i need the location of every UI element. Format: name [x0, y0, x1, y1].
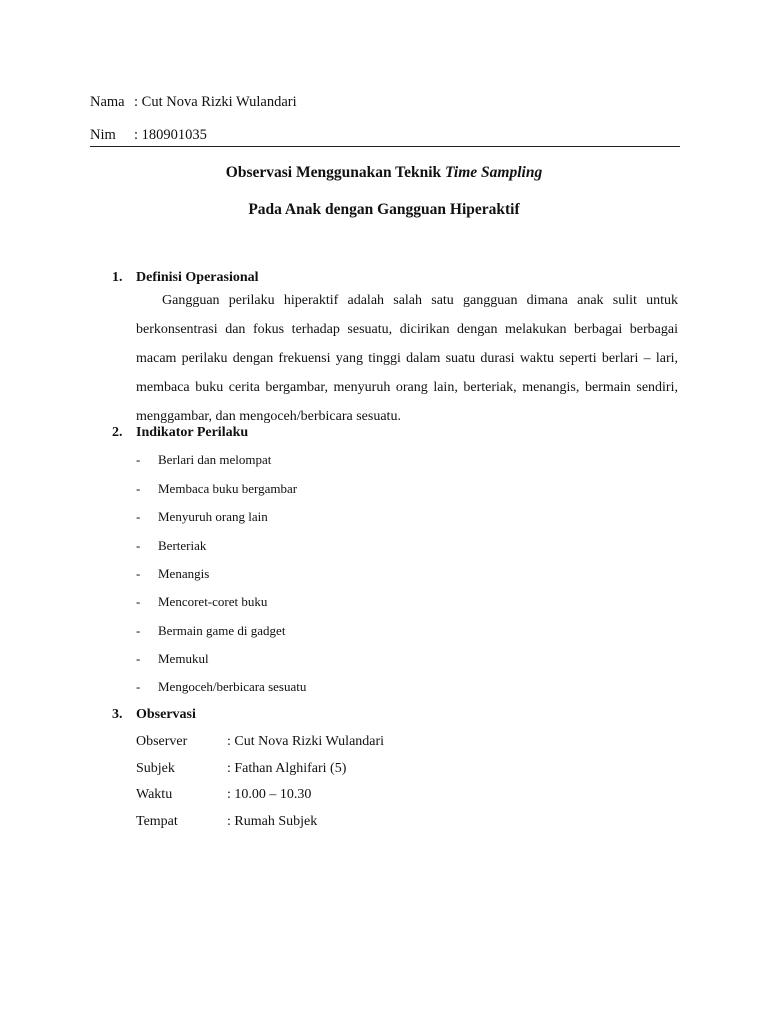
field-value: : Cut Nova Rizki Wulandari — [227, 734, 385, 749]
place-row — [0, 814, 768, 834]
list-item — [0, 679, 768, 699]
nim-label: Nim — [90, 127, 116, 143]
field-value: : 10.00 – 10.30 — [227, 787, 312, 802]
list-item — [0, 452, 768, 472]
bullet-text: Menyuruh orang lain — [158, 509, 268, 524]
document-subtitle: Pada Anak dengan Gangguan Hiperaktif — [248, 201, 520, 218]
document-title — [0, 164, 768, 182]
section-1-title: Definisi Operasional — [136, 270, 259, 285]
bullet-text: Menangis — [158, 566, 210, 581]
list-item — [0, 594, 768, 614]
bullet-text: Membaca buku bergambar — [158, 481, 298, 496]
field-value: : Rumah Subjek — [227, 814, 318, 829]
bullet-dash: - — [136, 651, 141, 666]
name-label: Nama — [90, 94, 125, 110]
field-label: Observer — [136, 734, 188, 749]
bullet-text: Mencoret-coret buku — [158, 594, 268, 609]
definition-paragraph: Gangguan perilaku hiperaktif adalah salah satu gangguan dimana anak sulit untuk berkonsentrasi dan fokus terhadap sesuatu, dicirikan dengan melakukan berbagai berbagai macam perilaku dengan frekuensi yang tinggi dalam suatu durasi waktu seperti berlari – lari, membaca buku cerita bergambar, menyuruh orang lain, berteriak, menangis, bermain sendiri, menggambar, dan mengoceh/berbicara sesuatu. — [136, 293, 678, 424]
bullet-dash: - — [136, 452, 141, 467]
nim-row — [90, 127, 207, 144]
name-row — [90, 94, 297, 111]
time-row — [0, 787, 768, 807]
field-label: Tempat — [136, 814, 178, 829]
list-item — [0, 481, 768, 501]
list-item — [0, 651, 768, 671]
section-3-number: 3. — [112, 707, 123, 722]
section-2-title: Indikator Perilaku — [136, 425, 249, 440]
title-prefix: Observasi Menggunakan Teknik — [225, 164, 446, 181]
bullet-dash: - — [136, 481, 141, 496]
section-1-number: 1. — [112, 270, 123, 285]
title-italic: Time Sampling — [445, 164, 543, 181]
bullet-dash: - — [136, 623, 141, 638]
section-2-number: 2. — [112, 425, 123, 440]
header-divider — [90, 146, 680, 147]
bullet-text: Memukul — [158, 651, 209, 666]
bullet-text: Bermain game di gadget — [158, 623, 286, 638]
field-value: : Fathan Alghifari (5) — [227, 761, 347, 776]
bullet-dash: - — [136, 509, 141, 524]
list-item — [0, 566, 768, 586]
list-item — [0, 623, 768, 643]
bullet-dash: - — [136, 566, 141, 581]
bullet-text: Berlari dan melompat — [158, 452, 272, 467]
bullet-dash: - — [136, 679, 141, 694]
nim-value: : 180901035 — [134, 127, 207, 143]
bullet-text: Berteriak — [158, 538, 207, 553]
bullet-text: Mengoceh/berbicara sesuatu — [158, 679, 307, 694]
bullet-dash: - — [136, 594, 141, 609]
list-item — [0, 538, 768, 558]
section-3-title: Observasi — [136, 707, 196, 722]
name-value: : Cut Nova Rizki Wulandari — [134, 94, 297, 110]
subject-row — [0, 761, 768, 781]
field-label: Subjek — [136, 761, 175, 776]
field-label: Waktu — [136, 787, 173, 802]
observer-row — [0, 734, 768, 754]
list-item — [0, 509, 768, 529]
bullet-dash: - — [136, 538, 141, 553]
